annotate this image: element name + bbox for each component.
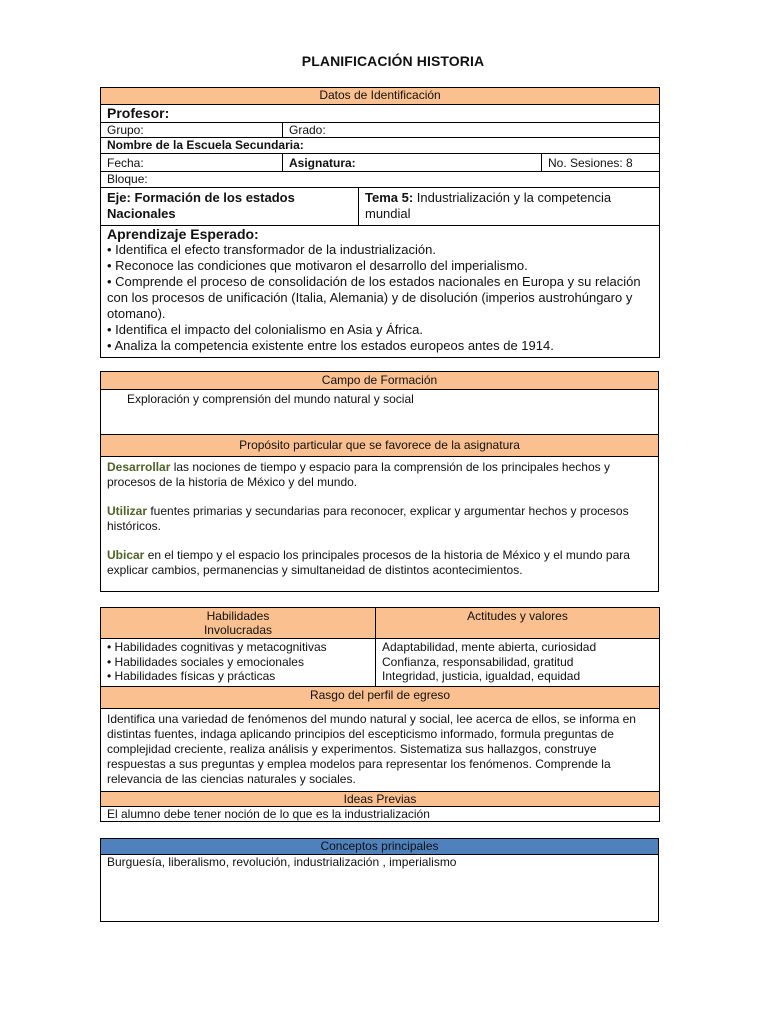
actitud-item: Adaptabilidad, mente abierta, curiosidad — [382, 640, 597, 654]
asignatura-field: Asignatura: — [283, 154, 542, 172]
rasgo-header: Rasgo del perfil de egreso — [101, 687, 660, 709]
actitudes-header: Actitudes y valores — [376, 608, 660, 639]
conceptos-table — [100, 838, 659, 922]
proposito-item — [107, 548, 652, 577]
tema-field — [359, 188, 660, 226]
page-title: PLANIFICACIÓN HISTORIA — [301, 53, 485, 69]
grado-field: Grado: — [283, 123, 660, 138]
actitud-item: Integridad, justicia, igualdad, equidad — [382, 669, 581, 683]
aprendizaje-cell — [101, 226, 660, 358]
profesor-field: Profesor: — [101, 105, 660, 123]
habilidades-header: Habilidades Involucradas — [101, 608, 376, 639]
identificacion-header: Datos de Identificación — [101, 88, 660, 105]
proposito-text: en el tiempo y el espacio los principales procesos de la historia de México y el mundo para explicar cambios, permanencias y simultaneidad de distintos acontecimientos. — [107, 548, 630, 577]
aprendizaje-item: • Comprende el proceso de consolidación de los estados nacionales en Europa y su relación con los procesos de unificación (Italia, Alemania) y de disolución (imperios austrohúngaro y otomano). — [107, 274, 641, 321]
aprendizaje-item: • Identifica el efecto transformador de la industrialización. — [107, 242, 436, 257]
actitudes-list — [376, 639, 660, 687]
habilidad-item: • Habilidades cognitivas y metacognitivas — [107, 640, 327, 654]
bloque-field: Bloque: — [101, 172, 660, 188]
conceptos-text: Burguesía, liberalismo, revolución, industrialización , imperialismo — [101, 855, 659, 922]
eje-field: Eje: Formación de los estados Nacionales — [101, 188, 359, 226]
actitud-item: Confianza, responsabilidad, gratitud — [382, 654, 574, 669]
aprendizaje-item: • Reconoce las condiciones que motivaron el desarrollo del imperialismo. — [107, 258, 528, 273]
sesiones-field: No. Sesiones: 8 — [542, 154, 660, 172]
aprendizaje-label: Aprendizaje Esperado: — [107, 226, 259, 242]
aprendizaje-item: • Analiza la competencia existente entre los estados europeos antes de 1914. — [107, 338, 554, 353]
rasgo-text: Identifica una variedad de fenómenos del mundo natural y social, lee acerca de ellos, se informa en distintas fuentes, indaga aplicando principios del escepticismo informado, formula preguntas de complejidad creciente, realiza análisis y experimentos. Sistematiza sus hallazgos, construye respuestas a sus preguntas y emplea modelos para representar los fenómenos. Comprende la relevancia de las ciencias naturales y sociales. — [101, 709, 660, 792]
proposito-verb: Ubicar — [107, 548, 145, 562]
campo-value: Exploración y comprensión del mundo natural y social — [101, 390, 659, 435]
proposito-text: las nociones de tiempo y espacio para la comprensión de los principales hechos y procesos de la historia de México y del mundo. — [107, 460, 610, 489]
grupo-field: Grupo: — [101, 123, 283, 138]
habilidad-item: • Habilidades sociales y emocionales — [107, 654, 304, 669]
proposito-verb: Utilizar — [107, 504, 148, 518]
proposito-cell — [101, 457, 659, 592]
aprendizaje-item: • Identifica el impacto del colonialismo en Asia y África. — [107, 322, 423, 337]
ideas-text: El alumno debe tener noción de lo que es la industrialización — [101, 807, 660, 822]
escuela-field: Nombre de la Escuela Secundaria: — [101, 138, 660, 154]
campo-header: Campo de Formación — [101, 372, 659, 390]
proposito-item — [107, 504, 652, 533]
identificacion-table — [100, 87, 660, 358]
proposito-header: Propósito particular que se favorece de la asignatura — [101, 435, 659, 457]
habilidades-table — [100, 607, 660, 822]
proposito-verb: Desarrollar — [107, 460, 171, 474]
tema-label: Tema 5: — [365, 190, 414, 205]
proposito-text: fuentes primarias y secundarias para reconocer, explicar y argumentar hechos y procesos históricos. — [107, 504, 629, 533]
fecha-field: Fecha: — [101, 154, 283, 172]
ideas-header: Ideas Previas — [101, 792, 660, 807]
habilidad-item: • Habilidades físicas y prácticas — [107, 669, 276, 683]
proposito-item — [107, 460, 652, 489]
tema-value: Industrialización y la competencia mundial — [365, 190, 612, 221]
habilidades-list — [101, 639, 376, 687]
conceptos-header: Conceptos principales — [101, 839, 659, 855]
formacion-table — [100, 371, 659, 592]
